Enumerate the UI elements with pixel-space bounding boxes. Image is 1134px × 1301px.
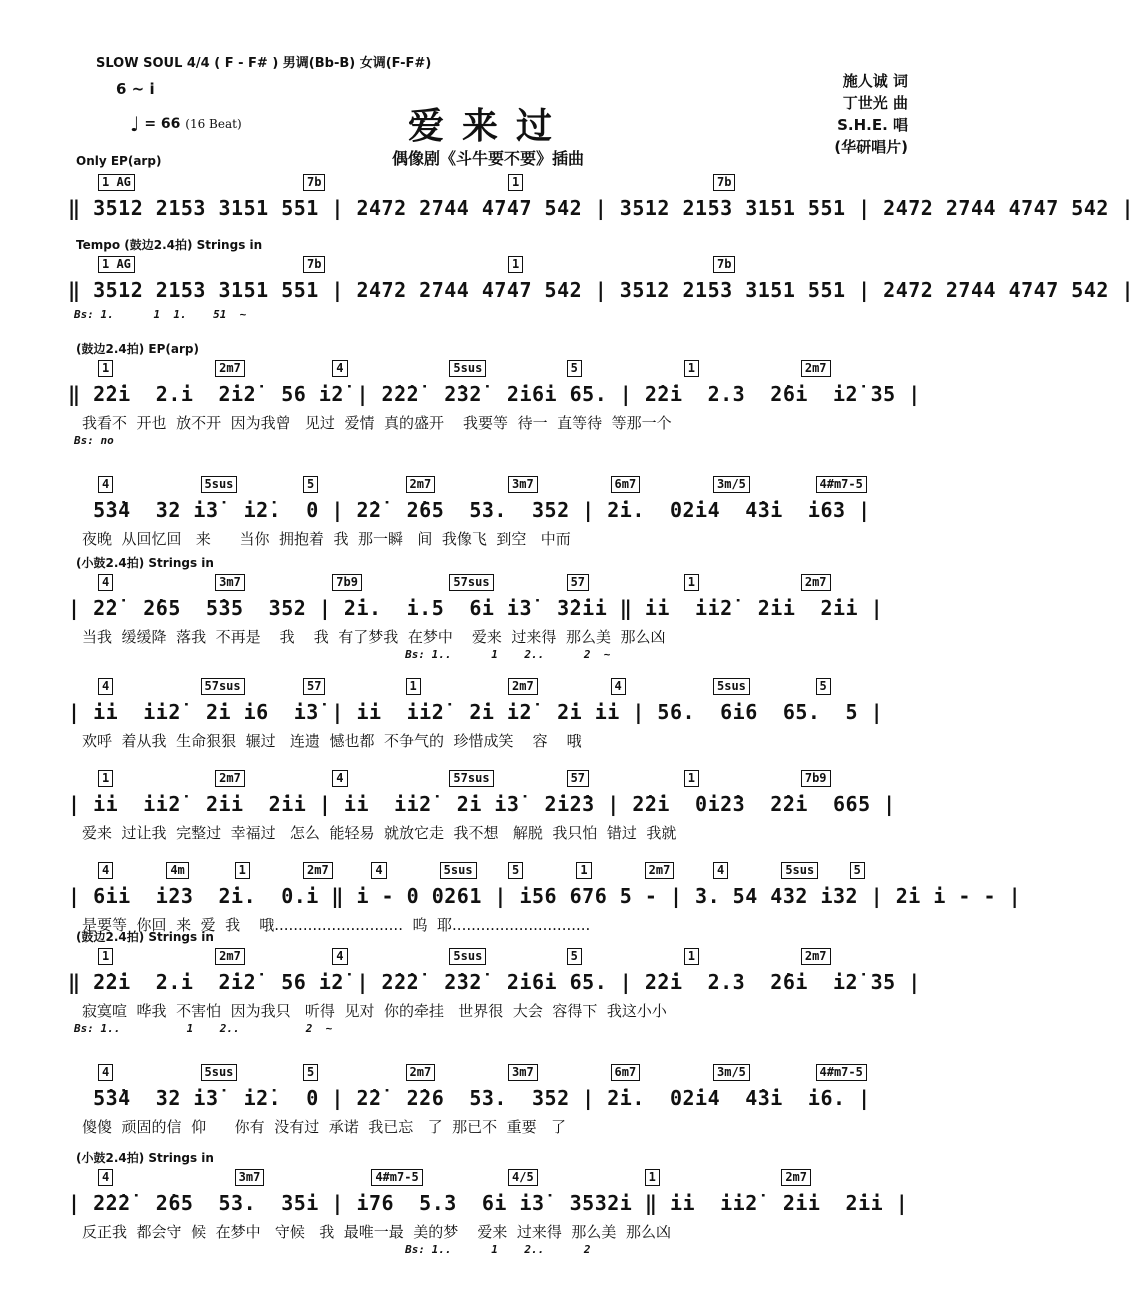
chord-box: 4/5 [508, 1169, 538, 1186]
lyrics-line: 爱来 过让我 完整过 幸福过 怎么 能轻易 就放它走 我不想 解脱 我只怕 错过 我就 [82, 824, 677, 842]
chord-box: 5 [816, 678, 831, 695]
chord-box: 4 [98, 574, 113, 591]
chord-row [68, 862, 908, 884]
chord-row [68, 1064, 908, 1086]
singer: S.H.E. 唱 [837, 116, 908, 134]
chord-box: 2m7 [215, 360, 245, 377]
score-system [68, 1151, 909, 1256]
chord-box: 4 [332, 948, 347, 965]
lyrics-line: 我看不 开也 放不开 因为我曾 见过 爱情 真的盛开 我要等 待一 直等待 等那一个 [82, 414, 672, 432]
chord-box: 1 [645, 1169, 660, 1186]
chord-row [68, 770, 908, 792]
chord-box: 4 [98, 862, 113, 879]
chord-box: 6m7 [611, 476, 641, 493]
section-label: Tempo (鼓边2.4拍) Strings in [76, 238, 263, 252]
chord-box: 1 [684, 770, 699, 787]
chord-box: 3m7 [235, 1169, 265, 1186]
notation-line: ‖ 2̇2̇i 2.i 2̇i2̇ 56 i2̇ | 2̇2̇2̇ 2̇32̇ 2̇i6i 65. | 2̇2̇i 2.3 2̇6i i2̇ 35 | [68, 382, 921, 406]
bass-line: Bs: 1. 1 1. 51 ~ [74, 308, 247, 321]
chord-box: 4m [166, 862, 188, 879]
chord-box: 7b [713, 174, 735, 191]
chord-box: 2m7 [303, 862, 333, 879]
tempo-marking [130, 112, 242, 136]
chord-box: 4 [332, 770, 347, 787]
chord-box: 4 [98, 678, 113, 695]
chord-row [68, 256, 908, 278]
chord-box: 3m/5 [713, 476, 750, 493]
chord-box: 2m7 [406, 476, 436, 493]
chord-box: 4 [332, 360, 347, 377]
score-system [68, 664, 908, 764]
chord-box: 1 [98, 948, 113, 965]
lyrics-line: 欢呼 着从我 生命狠狠 辗过 连遗 憾也都 不争气的 珍惜成笑 容 哦 [82, 732, 582, 750]
chord-box: 5sus [713, 678, 750, 695]
chord-box: 7b [303, 174, 325, 191]
chord-box: 4#m7-5 [816, 1064, 867, 1081]
chord-box: 57sus [201, 678, 245, 695]
chord-row [68, 476, 908, 498]
notation-line: | 2̇2̇ 2̇65 5̇35 352 | 2̇i. i.5 6i i3̇ 3̇2̇ii ‖ ii ii2̇ 2̇ii 2̇ii | [68, 596, 884, 620]
chord-box: 2m7 [215, 770, 245, 787]
song-title: 爱来过 [408, 105, 571, 147]
score-system [68, 342, 921, 447]
chord-box: 57sus [449, 770, 493, 787]
chord-box: 57 [567, 770, 589, 787]
chord-box: 1 [98, 770, 113, 787]
chord-box: 5sus [440, 862, 477, 879]
chord-box: 6m7 [611, 1064, 641, 1081]
chord-box: 4 [611, 678, 626, 695]
score-system [68, 1050, 908, 1150]
chord-box: 1 [684, 574, 699, 591]
notation-line: ‖ 3512 2153 3151 551 | 2472 2744 4747 542 | 3512 2153 3151 551 | 2472 2744 4747 542 | [68, 196, 1134, 220]
notation-line: | 2̇2̇2̇ 2̇65 53. 35i | i76 5.3 6i i3̇ 3532i ‖ ii ii2̇ 2̇ii 2̇ii | [68, 1191, 909, 1215]
chord-box: 1 [235, 862, 250, 879]
chord-box: 5 [303, 1064, 318, 1081]
chord-box: 7b [713, 256, 735, 273]
chord-box: 1 AG [98, 174, 135, 191]
lyrics-line: 寂寞喧 哗我 不害怕 因为我只 听得 见对 你的牵挂 世界很 大会 容得下 我这小小 [82, 1002, 667, 1020]
chord-box: 2m7 [781, 1169, 811, 1186]
chord-box: 1 [684, 360, 699, 377]
notation-line: ‖ 2̇2̇i 2.i 2̇i2̇ 56 i2̇ | 2̇2̇2̇ 2̇32̇ 2̇i6i 65. | 2̇2̇i 2.3 2̇6i i2̇ 35 | [68, 970, 921, 994]
bass-line: Bs: no [74, 434, 114, 447]
chord-box: 2m7 [801, 360, 831, 377]
score-system [68, 756, 908, 856]
chord-row [68, 574, 908, 596]
notation-line: | 6ii i23 2̇i. 0.i ‖ i - 0 0261 | i56 676 5 - | 3. 54 432 i32 | 2̇i i - - | [68, 884, 1022, 908]
chord-box: 1 [98, 360, 113, 377]
chord-box: 1 [406, 678, 421, 695]
chord-box: 4 [98, 1064, 113, 1081]
chord-box: 5sus [449, 948, 486, 965]
credits [834, 70, 908, 158]
record-label: (华研唱片) [834, 138, 908, 156]
lyrics-line: 傻傻 顽固的信 仰 你有 没有过 承诺 我已忘 了 那已不 重要 了 [82, 1118, 566, 1136]
chord-box: 4 [713, 862, 728, 879]
lyrics-line: 当我 缓缓降 落我 不再是 我 我 有了梦我 在梦中 爱来 过来得 那么美 那么凶 [82, 628, 666, 646]
composer: 丁世光 曲 [842, 94, 908, 112]
chord-box: 4 [371, 862, 386, 879]
chord-box: 3m7 [508, 1064, 538, 1081]
chord-box: 5sus [781, 862, 818, 879]
chord-box: 1 AG [98, 256, 135, 273]
chord-box: 57sus [449, 574, 493, 591]
chord-box: 1 [508, 256, 523, 273]
bass-line: Bs: 1.. 1 2.. 2 ~ [74, 648, 611, 661]
chord-box: 3m7 [508, 476, 538, 493]
chord-box: 4 [98, 476, 113, 493]
chord-box: 5 [850, 862, 865, 879]
notation-line: | ii ii2̇ 2̇ii 2̇ii | ii ii2̇ 2̇i i3̇ 2̇i2̇3 | 2̇2̇i 0i2̇3 2̇2̇i 665 | [68, 792, 896, 816]
chord-box: 4#m7-5 [371, 1169, 422, 1186]
section-label: (鼓边2.4拍) Strings in [76, 930, 214, 944]
lyrics-line: 是要等 你回 来 爱 我 哦........................... 呜 耶............................. [82, 916, 591, 934]
song-subtitle: 偶像剧《斗牛要不要》插曲 [392, 149, 585, 168]
chord-row [68, 948, 908, 970]
chord-row [68, 678, 908, 700]
score-system [68, 930, 921, 1035]
chord-box: 2m7 [406, 1064, 436, 1081]
chord-box: 5 [303, 476, 318, 493]
section-label: (鼓边2.4拍) EP(arp) [76, 342, 199, 356]
tempo-value: = 66 [144, 116, 181, 132]
chord-box: 5sus [201, 476, 238, 493]
chord-box: 7b9 [801, 770, 831, 787]
section-label: (小鼓2.4拍) Strings in [76, 556, 214, 570]
score-system [68, 238, 1134, 342]
chord-box: 2m7 [801, 574, 831, 591]
tempo-note: (16 Beat) [185, 117, 242, 131]
chord-row [68, 174, 908, 196]
chord-box: 57 [303, 678, 325, 695]
chord-box: 5sus [201, 1064, 238, 1081]
score-system [68, 462, 908, 562]
lyrics-line: 反正我 都会守 候 在梦中 守候 我 最唯一最 美的梦 爱来 过来得 那么美 那么凶 [82, 1223, 671, 1241]
chord-box: 7b [303, 256, 325, 273]
notation-line: 5̇3̇4 32 i3̇ i2̇. 0 | 2̇2̇ 2̇26 53. 352 | 2̇i. 02̇i4 4̇3̇i i6. | [68, 1086, 871, 1110]
chord-box: 1 [684, 948, 699, 965]
chord-row [68, 360, 908, 382]
lyrics-line: 夜晚 从回忆回 来 当你 拥抱着 我 那一瞬 间 我像飞 到空 中而 [82, 530, 571, 548]
chord-box: 1 [576, 862, 591, 879]
notation-line: 5̇3̇4 32 i3̇ i2̇. 0 | 2̇2̇ 2̇65 53. 352 | 2̇i. 02̇i4 4̇3̇i i63 | [68, 498, 871, 522]
chord-box: 3m/5 [713, 1064, 750, 1081]
chord-box: 2m7 [508, 678, 538, 695]
notation-line: ‖ 3512 2153 3151 551 | 2472 2744 4747 542 | 3512 2153 3151 551 | 2472 2744 4747 542 | [68, 278, 1134, 302]
score-system [68, 556, 908, 661]
notation-line: | ii ii2̇ 2̇i i6 i3̇ | ii ii2̇ 2̇i i2̇ 2̇i ii | 56. 6i6 65. 5 | [68, 700, 884, 724]
chord-box: 2m7 [801, 948, 831, 965]
chord-box: 3m7 [215, 574, 245, 591]
quarter-note-icon: ♩ [130, 112, 140, 136]
section-label: Only EP(arp) [76, 154, 162, 168]
bass-line: Bs: 1.. 1 2.. 2 ~ [74, 1022, 333, 1035]
chord-box: 5 [567, 948, 582, 965]
chord-box: 2m7 [645, 862, 675, 879]
chord-box: 7b9 [332, 574, 362, 591]
style-line: SLOW SOUL 4/4 ( F - F# ) 男调(Bb-B) 女调(F-F#) [96, 56, 432, 71]
chord-box: 5sus [449, 360, 486, 377]
chord-box: 5 [508, 862, 523, 879]
chord-box: 4 [98, 1169, 113, 1186]
chord-row [68, 1169, 908, 1191]
chord-box: 4#m7-5 [816, 476, 867, 493]
vocal-range: 6 ~ i [116, 80, 155, 98]
bass-line: Bs: 1.. 1 2.. 2 [74, 1243, 591, 1256]
chord-box: 2m7 [215, 948, 245, 965]
chord-box: 57 [567, 574, 589, 591]
lyricist: 施人诚 词 [842, 72, 908, 90]
section-label: (小鼓2.4拍) Strings in [76, 1151, 214, 1165]
chord-box: 5 [567, 360, 582, 377]
chord-box: 1 [508, 174, 523, 191]
